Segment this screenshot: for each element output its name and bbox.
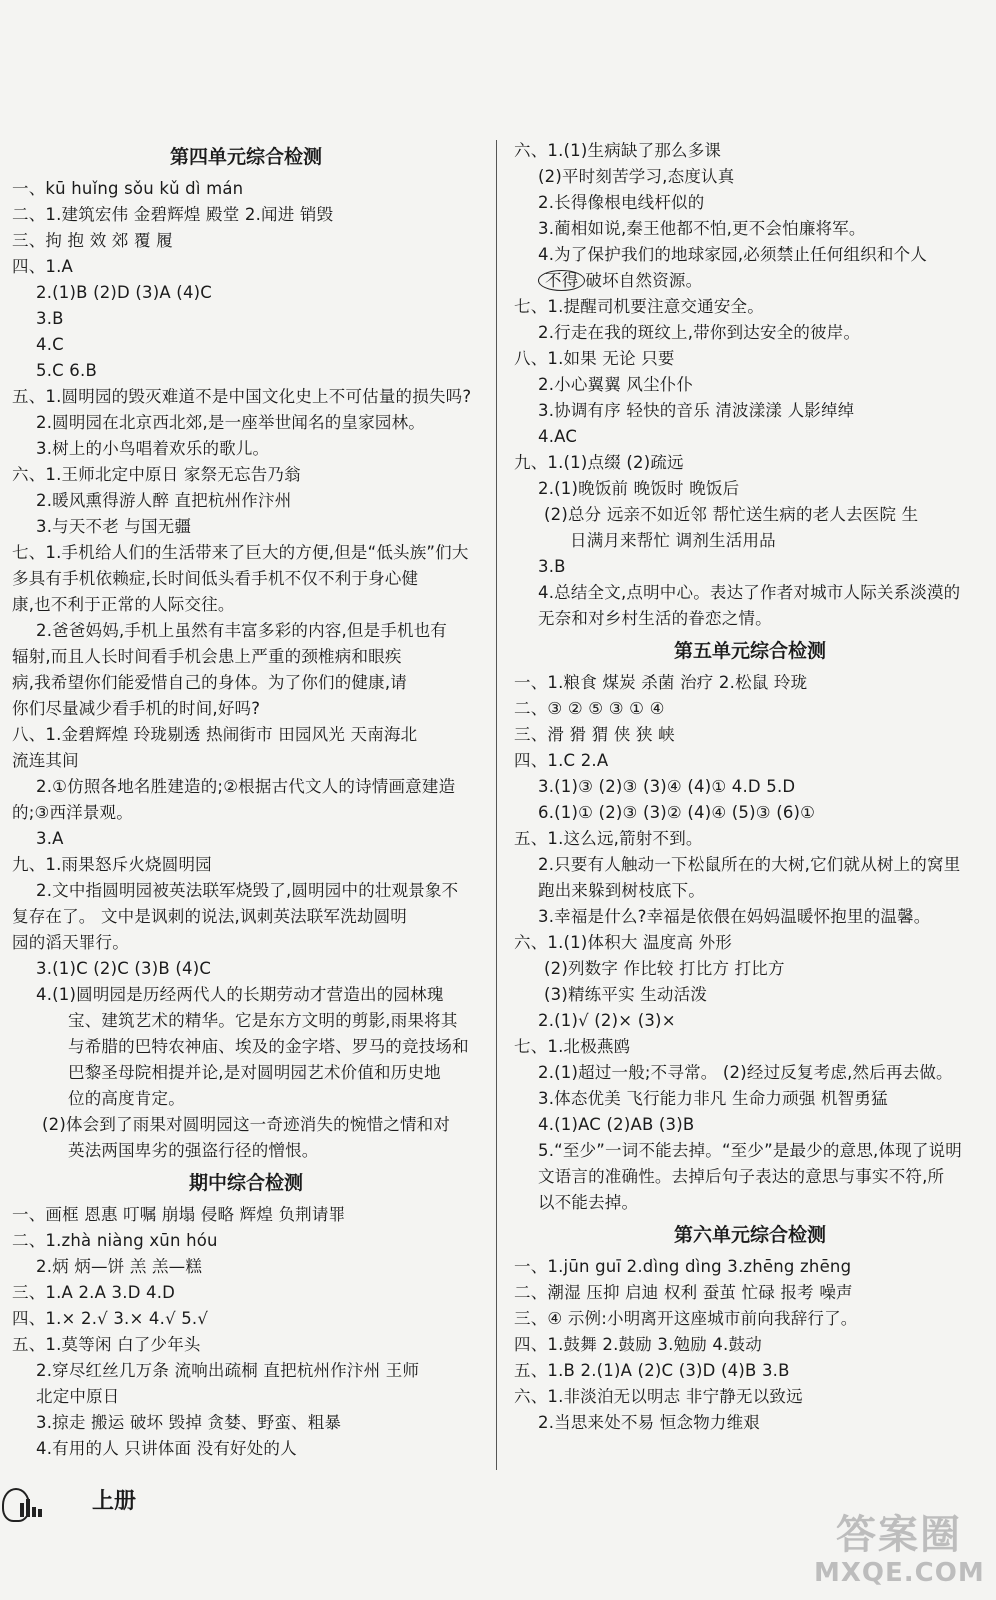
- section-title-unit5: 第五单元综合检测: [673, 640, 826, 662]
- answer-line: 5.“至少”一词不能去掉。“至少”是最少的意思,体现了说明: [538, 1141, 962, 1160]
- answer-line: 流连其间: [12, 751, 79, 770]
- answer-line: 2.只要有人触动一下松鼠所在的大树,它们就从树上的窝里: [538, 855, 961, 874]
- answer-line: 康,也不利于正常的人际交往。: [12, 595, 235, 614]
- answer-line: 七、1.手机给人们的生活带来了巨大的方便,但是“低头族”们大: [12, 543, 469, 562]
- answer-line: 6.(1)① (2)③ (3)② (4)④ (5)③ (6)①: [538, 803, 816, 822]
- answer-line: 文语言的准确性。去掉后句子表达的意思与事实不符,所: [538, 1167, 945, 1186]
- answer-line: 2.(1)超过一般;不寻常。 (2)经过反复考虑,然后再去做。: [538, 1063, 953, 1082]
- answer-line: 一、kū huǐng sǒu kǔ dì mán: [12, 179, 244, 198]
- answer-line: 2.①仿照各地名胜建造的;②根据古代文人的诗情画意建造: [36, 777, 456, 796]
- answer-line: 2.暖风熏得游人醉 直把杭州作汴州: [36, 491, 292, 510]
- watermark-url: MXQE.COM: [814, 1558, 985, 1588]
- left-column: [12, 138, 480, 1462]
- answer-line: 2.(1)√ (2)× (3)×: [538, 1011, 676, 1030]
- answer-line: 七、1.提醒司机要注意交通安全。: [514, 297, 764, 316]
- bars-icon: [20, 1498, 44, 1517]
- answer-line: 二、1.建筑宏伟 金碧辉煌 殿堂 2.闻进 销毁: [12, 205, 334, 224]
- answer-line: (3)精练平实 生动活泼: [544, 985, 708, 1004]
- answer-line: 3.A: [36, 829, 64, 848]
- answer-line: 4.C: [36, 335, 64, 354]
- answer-line: 3.B: [36, 309, 64, 328]
- circled-correction: 不得: [538, 270, 585, 291]
- answer-line: 六、1.非淡泊无以明志 非宁静无以致远: [514, 1387, 803, 1406]
- answer-line: 八、1.如果 无论 只要: [514, 349, 675, 368]
- answer-line: 一、1.jūn guī 2.dìng dìng 3.zhēng zhēng: [514, 1257, 852, 1276]
- answer-line: 二、潮湿 压抑 启迪 权利 蚕茧 忙碌 报考 噪声: [514, 1283, 853, 1302]
- answer-line: 复存在了。 文中是讽刺的说法,讽刺英法联军洗劫圆明: [12, 907, 407, 926]
- answer-line: 三、1.A 2.A 3.D 4.D: [12, 1283, 176, 1302]
- answer-line: [514, 268, 986, 294]
- answer-line: 二、1.zhà niàng xūn hóu: [12, 1231, 218, 1250]
- answer-line: 2.长得像根电线杆似的: [538, 193, 705, 212]
- answer-line: 日满月来帮忙 调剂生活用品: [570, 531, 776, 550]
- answer-line: 4.AC: [538, 427, 578, 446]
- answer-line: 多具有手机依赖症,长时间低头看手机不仅不利于身心健: [12, 569, 419, 588]
- answer-line: 病,我希望你们能爱惜自己的身体。为了你们的健康,请: [12, 673, 407, 692]
- answer-line: 九、1.(1)点缀 (2)疏远: [514, 453, 684, 472]
- answer-line: 以不能去掉。: [538, 1193, 639, 1212]
- answer-line: (2)平时刻苦学习,态度认真: [538, 167, 735, 186]
- answer-line: 3.(1)C (2)C (3)B (4)C: [36, 959, 212, 978]
- answer-line: (2)体会到了雨果对圆明园这一奇迹消失的惋惜之情和对: [42, 1115, 451, 1134]
- answer-line: 2.行走在我的斑纹上,带你到达安全的彼岸。: [538, 323, 861, 342]
- answer-line: 4.(1)圆明园是历经两代人的长期劳动才营造出的园林瑰: [36, 985, 444, 1004]
- answer-line: 九、1.雨果怒斥火烧圆明园: [12, 855, 212, 874]
- answer-line: 巴黎圣母院相提并论,是对圆明园艺术价值和历史地: [68, 1063, 441, 1082]
- answer-line: 园的滔天罪行。: [12, 933, 129, 952]
- answer-line: 四、1.× 2.√ 3.× 4.√ 5.√: [12, 1309, 209, 1328]
- answer-line: 四、1.鼓舞 2.鼓励 3.勉励 4.鼓动: [514, 1335, 762, 1354]
- answer-line: 一、画框 恩惠 叮嘱 崩塌 侵略 辉煌 负荆请罪: [12, 1205, 346, 1224]
- answer-line: 四、1.A: [12, 257, 74, 276]
- answer-line: 六、1.(1)体积大 温度高 外形: [514, 933, 733, 952]
- answer-line: 的;③西洋景观。: [12, 803, 133, 822]
- answer-line: 无奈和对乡村生活的眷恋之情。: [538, 609, 772, 628]
- answer-line: 五、1.这么远,箭射不到。: [514, 829, 703, 848]
- answer-line: 辐射,而且人长时间看手机会患上严重的颈椎病和眼疾: [12, 647, 402, 666]
- section-title-unit4: 第四单元综合检测: [169, 146, 322, 168]
- answer-line: 4.为了保护我们的地球家园,必须禁止任何组织和个人: [538, 245, 927, 264]
- answer-line: 2.小心翼翼 风尘仆仆: [538, 375, 694, 394]
- answer-line: 宝、建筑艺术的精华。它是东方文明的剪影,雨果将其: [68, 1011, 458, 1030]
- answer-line: 2.圆明园在北京西北郊,是一座举世闻名的皇家园林。: [36, 413, 425, 432]
- answer-line: 3.协调有序 轻快的音乐 清波漾漾 人影绰绰: [538, 401, 855, 420]
- answer-line: 六、1.王师北定中原日 家祭无忘告乃翁: [12, 465, 301, 484]
- answer-line: 八、1.金碧辉煌 玲珑剔透 热闹街市 田园风光 天南海北: [12, 725, 418, 744]
- answer-line: 五、1.圆明园的毁灭难道不是中国文化史上不可估量的损失吗?: [12, 387, 472, 406]
- section-title-midterm: 期中综合检测: [188, 1172, 303, 1194]
- answer-line: (2)列数字 作比较 打比方 打比方: [544, 959, 785, 978]
- answer-line: 2.穿尽红丝几万条 流响出疏桐 直把杭州作汴州 王师: [36, 1361, 420, 1380]
- answer-line: 2.文中指圆明园被英法联军烧毁了,圆明园中的壮观景象不: [36, 881, 459, 900]
- answer-line: 3.(1)③ (2)③ (3)④ (4)① 4.D 5.D: [538, 777, 796, 796]
- answer-line: 三、滑 猾 猬 侠 狭 峡: [514, 725, 675, 744]
- answer-line: 3.幸福是什么?幸福是依偎在妈妈温暖怀抱里的温馨。: [538, 907, 931, 926]
- answer-line: 一、1.粮食 煤炭 杀菌 治疗 2.松鼠 玲珑: [514, 673, 808, 692]
- answer-line: 2.(1)B (2)D (3)A (4)C: [36, 283, 212, 302]
- answer-line: 二、③ ② ⑤ ③ ① ④: [514, 699, 665, 718]
- answer-line: 2.(1)晚饭前 晚饭时 晚饭后: [538, 479, 740, 498]
- answer-line: 北定中原日: [36, 1387, 120, 1406]
- right-column: [514, 138, 986, 1436]
- answer-line: 五、1.莫等闲 白了少年头: [12, 1335, 201, 1354]
- answer-line: 3.体态优美 飞行能力非凡 生命力顽强 机智勇猛: [538, 1089, 888, 1108]
- answer-line: 与希腊的巴特农神庙、埃及的金字塔、罗马的竞技场和: [68, 1037, 469, 1056]
- answer-line: 2.爸爸妈妈,手机上虽然有丰富多彩的内容,但是手机也有: [36, 621, 448, 640]
- answer-line: 3.蔺相如说,秦王他都不怕,更不会怕廉将军。: [538, 219, 866, 238]
- answer-line-tail: 破坏自然资源。: [585, 271, 703, 290]
- answer-line: 三、拘 抱 效 郊 覆 履: [12, 231, 173, 250]
- answer-line: 4.(1)AC (2)AB (3)B: [538, 1115, 695, 1134]
- answer-line: 4.总结全文,点明中心。表达了作者对城市人际关系淡漠的: [538, 583, 961, 602]
- answer-line: 英法两国卑劣的强盗行径的憎恨。: [68, 1141, 319, 1160]
- answer-line: 4.有用的人 只讲体面 没有好处的人: [36, 1439, 297, 1458]
- answer-line: 5.C 6.B: [36, 361, 97, 380]
- watermark-logo: [814, 1512, 984, 1592]
- watermark-text: 答案圈: [836, 1512, 962, 1558]
- answer-line: 2.当思来处不易 恒念物力维艰: [538, 1413, 760, 1432]
- answer-line: 四、1.C 2.A: [514, 751, 609, 770]
- section-title-unit6: 第六单元综合检测: [673, 1224, 826, 1246]
- answer-line: 3.B: [538, 557, 566, 576]
- volume-label: 上册: [92, 1489, 137, 1514]
- answer-line: 2.炳 炳—饼 羔 羔—糕: [36, 1257, 203, 1276]
- answer-line: 位的高度肯定。: [68, 1089, 185, 1108]
- answer-line: 你们尽量减少看手机的时间,好吗?: [12, 699, 261, 718]
- column-divider: [496, 140, 497, 1470]
- answer-line: 3.掠走 搬运 破坏 毁掉 贪婪、野蛮、粗暴: [36, 1413, 342, 1432]
- answer-line: 七、1.北极燕鸥: [514, 1037, 631, 1056]
- answer-line: 五、1.B 2.(1)A (2)C (3)D (4)B 3.B: [514, 1361, 790, 1380]
- answer-line: 三、④ 示例:小明离开这座城市前向我辞行了。: [514, 1309, 858, 1328]
- answer-line: 3.与天不老 与国无疆: [36, 517, 192, 536]
- answer-line: 六、1.(1)生病缺了那么多课: [514, 141, 722, 160]
- page-footer: [0, 1488, 200, 1528]
- answer-line: (2)总分 远亲不如近邻 帮忙送生病的老人去医院 生: [544, 505, 919, 524]
- answer-line: 3.树上的小鸟唱着欢乐的歌儿。: [36, 439, 270, 458]
- answer-line: 跑出来躲到树枝底下。: [538, 881, 705, 900]
